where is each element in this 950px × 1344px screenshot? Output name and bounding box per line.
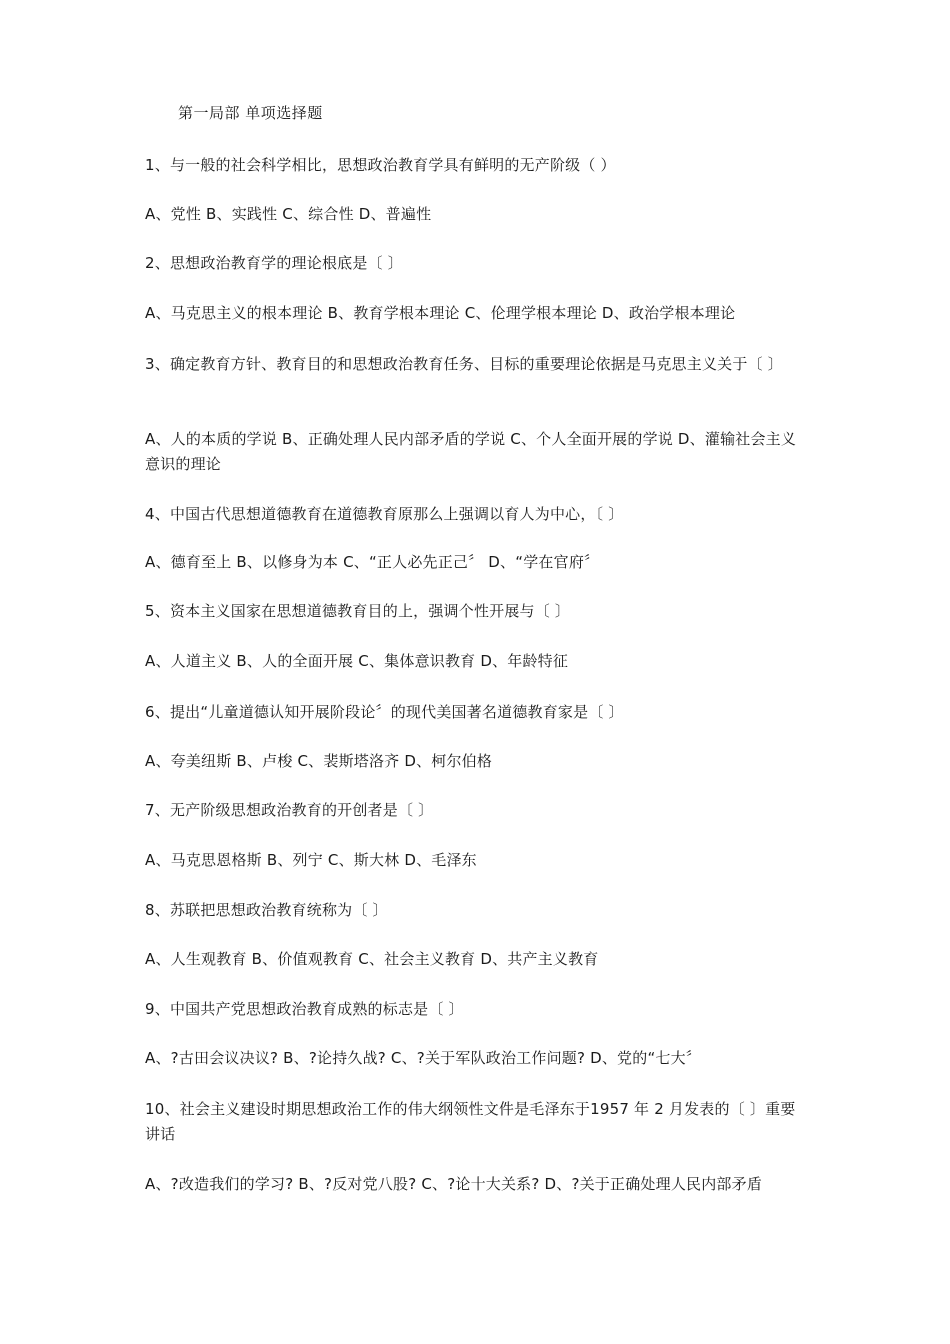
- options-1: A、党性 B、实践性 C、综合性 D、普遍性: [145, 205, 432, 223]
- question-1: 1、与一般的社会科学相比，思想政治教育学具有鲜明的无产阶级（ ）: [145, 156, 616, 174]
- options-7: A、马克思恩格斯 B、列宁 C、斯大林 D、毛泽东: [145, 851, 477, 869]
- question-10: 10、社会主义建设时期思想政治工作的伟大纲领性文件是毛泽东于1957 年 2 月发表的〔 〕重要讲话: [145, 1100, 796, 1143]
- options-9: A、?古田会议决议? B、?论持久战? C、?关于军队政治工作问题? D、党的“七大〞: [145, 1049, 702, 1067]
- options-5: A、人道主义 B、人的全面开展 C、集体意识教育 D、年龄特征: [145, 652, 569, 670]
- options-2: A、马克思主义的根本理论 B、教育学根本理论 C、伦理学根本理论 D、政治学根本理论: [145, 304, 736, 322]
- question-5: 5、资本主义国家在思想道德教育目的上，强调个性开展与〔 〕: [145, 602, 571, 620]
- question-6: 6、提出“儿童道德认知开展阶段论〞的现代美国著名道德教育家是〔 〕: [145, 703, 624, 721]
- question-3: 3、确定教育方针、教育目的和思想政治教育任务、目标的重要理论依据是马克思主义关于〔 〕: [145, 355, 783, 373]
- question-8: 8、苏联把思想政治教育统称为〔 〕: [145, 901, 388, 919]
- options-8: A、人生观教育 B、价值观教育 C、社会主义教育 D、共产主义教育: [145, 950, 599, 968]
- question-7: 7、无产阶级思想政治教育的开创者是〔 〕: [145, 801, 434, 819]
- question-9: 9、中国共产党思想政治教育成熟的标志是〔 〕: [145, 1000, 464, 1018]
- options-6: A、夸美纽斯 B、卢梭 C、裴斯塔洛齐 D、柯尔伯格: [145, 752, 493, 770]
- question-2: 2、思想政治教育学的理论根底是〔 〕: [145, 254, 403, 272]
- options-3: A、人的本质的学说 B、正确处理人民内部矛盾的学说 C、个人全面开展的学说 D、灌输社会主义意识的理论: [145, 430, 797, 473]
- options-4: A、德育至上 B、以修身为本 C、“正人必先正己〞 D、“学在官府〞: [145, 553, 600, 571]
- section-title: 第一局部 单项选择题: [178, 104, 323, 122]
- question-4: 4、中国古代思想道德教育在道德教育原那么上强调以育人为中心，〔 〕: [145, 505, 624, 523]
- options-10: A、?改造我们的学习? B、?反对党八股? C、?论十大关系? D、?关于正确处理人民内部矛盾: [145, 1175, 763, 1193]
